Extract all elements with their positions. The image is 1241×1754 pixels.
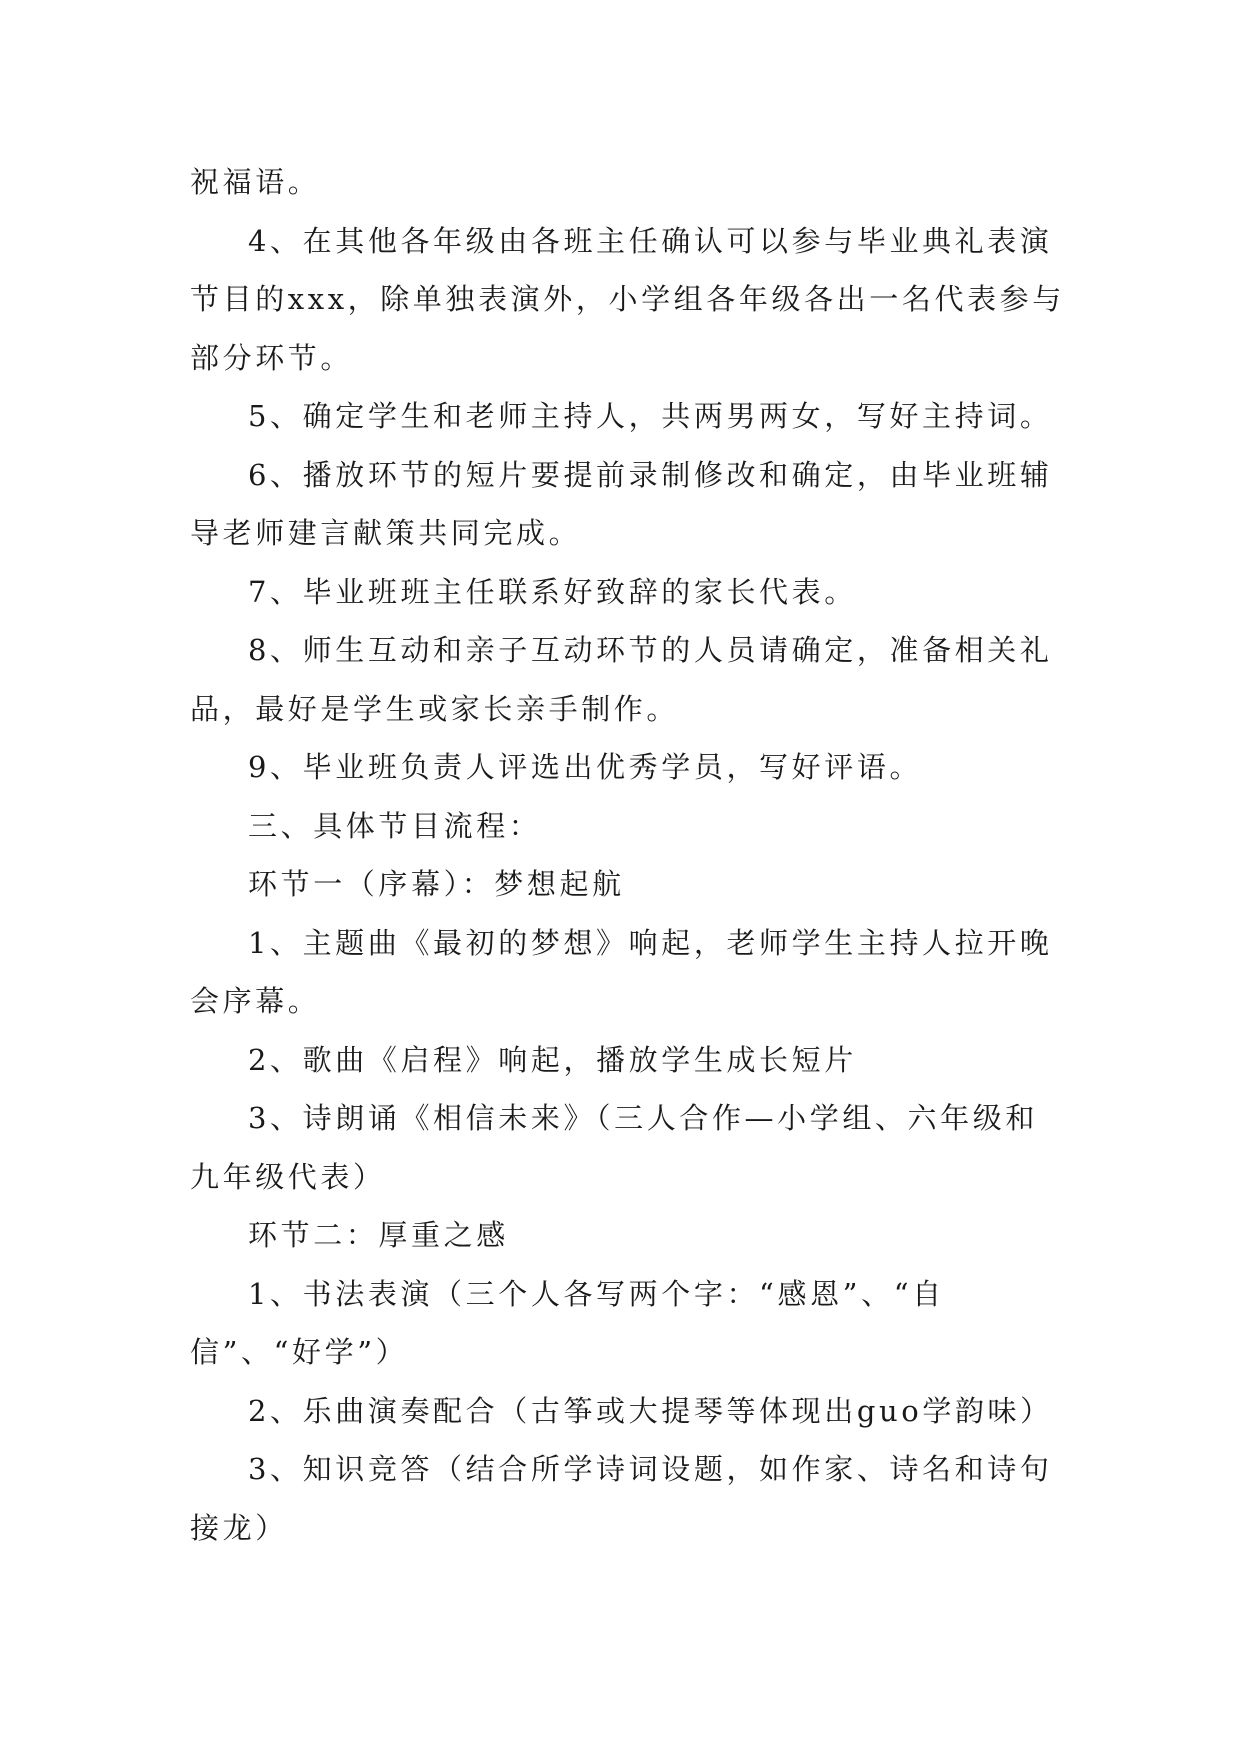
paragraph-6: 8、师生互动和亲子互动环节的人员请确定，准备相关礼品，最好是学生或家长亲手制作。 [190, 633, 1053, 726]
segment-heading-1: 环节一（序幕）：梦想起航 [248, 867, 625, 901]
paragraph-4: 6、播放环节的短片要提前录制修改和确定，由毕业班辅导老师建言献策共同完成。 [190, 457, 1053, 550]
paragraph-14: 1、书法表演（三个人各写两个字：“感恩”、“自信”、“好学”） [190, 1276, 945, 1369]
paragraph-5: 7、毕业班班主任联系好致辞的家长代表。 [248, 574, 857, 609]
paragraph-16: 3、知识竞答（结合所学诗词设题，如作家、诗名和诗句接龙） [190, 1452, 1053, 1545]
segment-heading-2: 环节二：厚重之感 [248, 1218, 509, 1252]
paragraph-10: 1、主题曲《最初的梦想》响起，老师学生主持人拉开晚会序幕。 [190, 925, 1053, 1018]
paragraph-2: 4、在其他各年级由各班主任确认可以参与毕业典礼表演节目的xxx，除单独表演外，小学组各年级各出一名代表参与部分环节。 [190, 223, 1065, 375]
document-body [190, 153, 1070, 1557]
paragraph-11: 2、歌曲《启程》响起，播放学生成长短片 [248, 1042, 857, 1077]
paragraph-12: 3、诗朗诵《相信未来》（三人合作—小学组、六年级和九年级代表） [190, 1101, 1038, 1194]
paragraph-7: 9、毕业班负责人评选出优秀学员，写好评语。 [248, 750, 923, 784]
paragraph-1: 祝福语。 [190, 165, 321, 199]
section-heading: 三、具体节目流程： [248, 808, 542, 843]
paragraph-15: 2、乐曲演奏配合（古筝或大提琴等体现出guo学韵味） [248, 1393, 1053, 1428]
paragraph-3: 5、确定学生和老师主持人，共两男两女，写好主持词。 [248, 399, 1053, 433]
